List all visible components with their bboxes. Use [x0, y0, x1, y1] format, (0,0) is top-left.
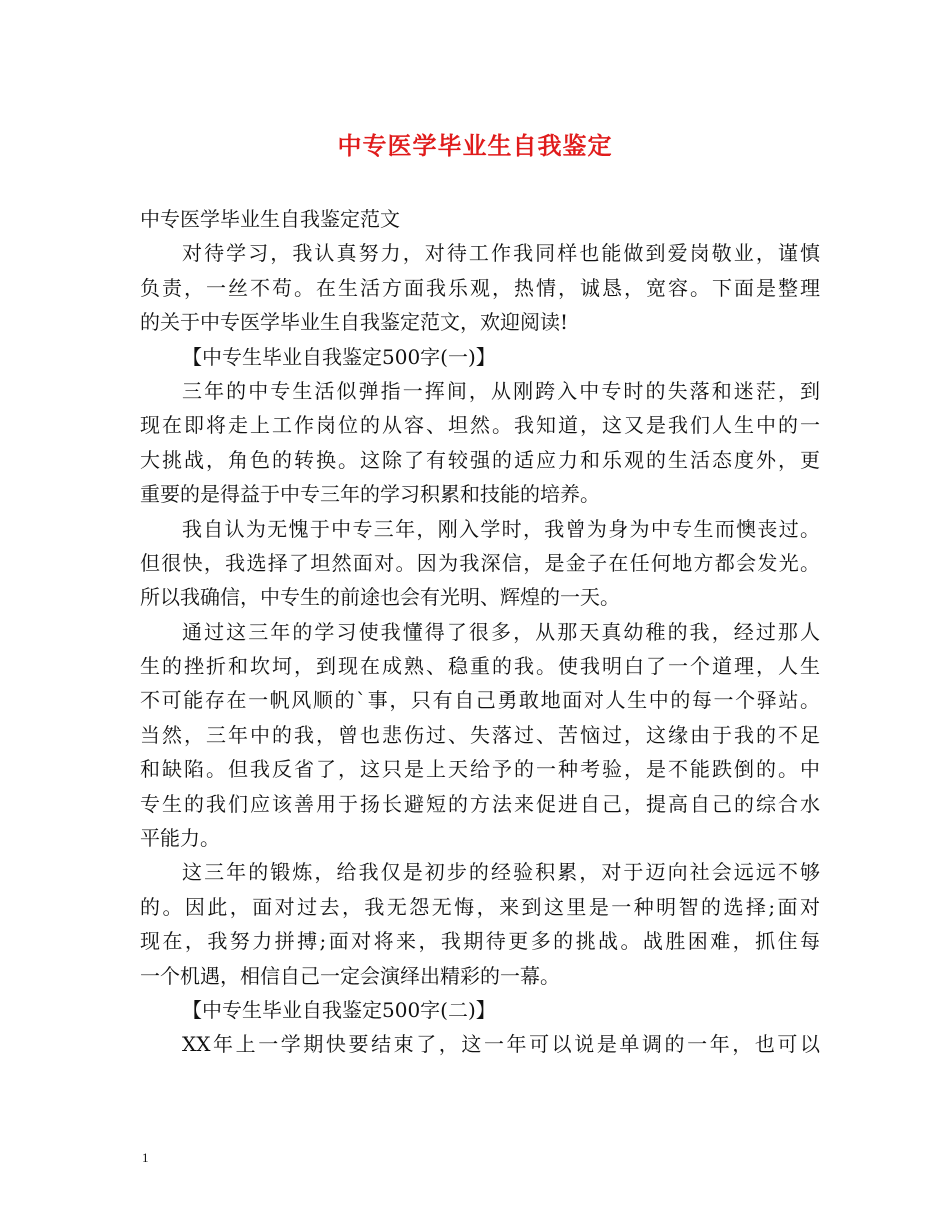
text-line: 三年的中专生活似弹指一挥间，从刚跨入中专时的失落和迷茫，到	[182, 378, 820, 403]
text-line: 【中专生毕业自我鉴定500字(一)】	[182, 344, 496, 369]
text-line: 不可能存在一帆风顺的`事，只有自己勇敢地面对人生中的每一个驿站。	[140, 688, 820, 713]
text-line: 现在，我努力拼搏;面对将来，我期待更多的挑战。战胜困难，抓住每	[140, 929, 820, 954]
text-line: 生的挫折和坎坷，到现在成熟、稳重的我。使我明白了一个道理，人生	[140, 654, 820, 679]
text-line: 中专医学毕业生自我鉴定范文	[140, 207, 400, 231]
page-number: 1	[142, 1150, 149, 1165]
text-line: 负责，一丝不苟。在生活方面我乐观，热情，诚恳，宽容。下面是整理	[140, 275, 820, 300]
text-line: 大挑战，角色的转换。这除了有较强的适应力和乐观的生活态度外，更	[140, 447, 820, 472]
text-line: 对待学习，我认真努力，对待工作我同样也能做到爱岗敬业，谨慎	[182, 241, 820, 266]
text-line: 所以我确信，中专生的前途也会有光明、辉煌的一天。	[140, 585, 620, 610]
text-line: 专生的我们应该善用于扬长避短的方法来促进自己，提高自己的综合水	[140, 791, 820, 816]
text-line: 一个机遇，相信自己一定会演绎出精彩的一幕。	[140, 963, 560, 988]
text-line: 我自认为无愧于中专三年，刚入学时，我曾为身为中专生而懊丧过。	[182, 516, 820, 541]
text-line: 和缺陷。但我反省了，这只是上天给予的一种考验，是不能跌倒的。中	[140, 757, 820, 782]
text-line: 平能力。	[140, 826, 220, 851]
document-body	[140, 202, 820, 1062]
text-line: XX年上一学期快要结束了，这一年可以说是单调的一年，也可以	[182, 1032, 820, 1057]
document-title: 中专医学毕业生自我鉴定	[337, 131, 613, 160]
text-line: 但很快，我选择了坦然面对。因为我深信，是金子在任何地方都会发光。	[140, 550, 820, 575]
text-line: 的。因此，面对过去，我无怨无悔，来到这里是一种明智的选择;面对	[140, 894, 820, 919]
text-line: 当然，三年中的我，曾也悲伤过、失落过、苦恼过，这缘由于我的不足	[140, 722, 820, 747]
text-line: 现在即将走上工作岗位的从容、坦然。我知道，这又是我们人生中的一	[140, 413, 820, 438]
text-line: 的关于中专医学毕业生自我鉴定范文，欢迎阅读!	[140, 310, 569, 335]
text-line: 重要的是得益于中专三年的学习积累和技能的培养。	[140, 482, 600, 507]
text-line: 通过这三年的学习使我懂得了很多，从那天真幼稚的我，经过那人	[182, 619, 820, 644]
text-line: 这三年的锻炼，给我仅是初步的经验积累，对于迈向社会远远不够	[182, 860, 820, 885]
text-line: 【中专生毕业自我鉴定500字(二)】	[182, 997, 496, 1022]
